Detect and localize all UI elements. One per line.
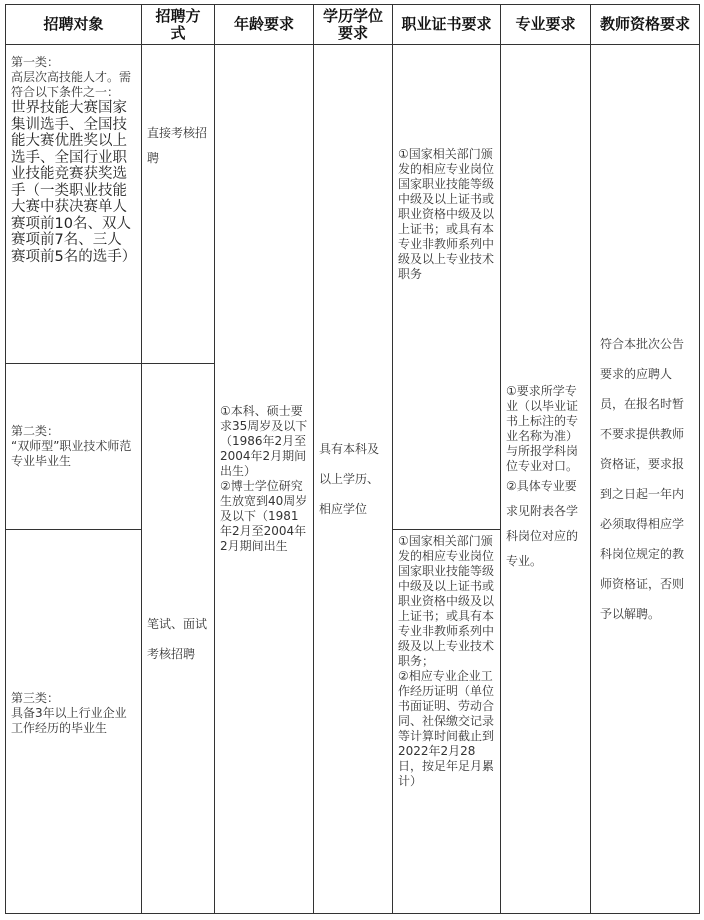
cell-education <box>314 45 393 914</box>
target-1-intro: 第一类： <box>11 55 60 69</box>
age-requirement-1: ①本科、硕士要求35周岁及以下（1986年2月至2004年2月期间出生） <box>220 404 308 478</box>
method-direct: 直接考核招聘 <box>147 126 208 165</box>
cell-method-exam <box>142 364 215 914</box>
major-requirement-2: ②具体专业要求见附表各学科岗位对应的专业。 <box>506 479 579 568</box>
age-requirement-2: ②博士学位研究生放宽到40周岁及以下（1981年2月至2004年2月期间出生 <box>220 479 308 553</box>
teacher-qualification-requirement: 符合本批次公告要求的应聘人员，在报名时暂不要求提供教师资格证，要求报到之日起一年内必须取得相应学科岗位规定的教师资格证，否则予以解聘。 <box>600 337 685 621</box>
certificate-requirement-3a: ①国家相关部门颁发的相应专业岗位国家职业技能等级中级及以上证书或职业资格中级及以上证书；或具有本专业非教师系列中级及以上专业技术职务； <box>398 534 495 668</box>
cell-target-2 <box>6 364 142 530</box>
header-age: 年龄要求 <box>215 5 314 45</box>
cell-method-direct <box>142 45 215 364</box>
certificate-requirement-1: ①国家相关部门颁发的相应专业岗位国家职业技能等级中级及以上证书或职业资格中级及以上证书；或具有本专业非教师系列中级及以上专业技术职务 <box>398 146 495 281</box>
row-category-1 <box>6 45 700 364</box>
cell-age <box>215 45 314 914</box>
recruitment-table <box>5 4 700 914</box>
header-teacher-qualification: 教师资格要求 <box>591 5 700 45</box>
education-requirement: 具有本科及以上学历、相应学位 <box>319 442 380 516</box>
header-major: 专业要求 <box>501 5 591 45</box>
major-requirement-1: ①要求所学专业（以毕业证书上标注的专业名称为准）与所报学科岗位专业对口。 <box>506 384 579 473</box>
header-target: 招聘对象 <box>6 5 142 45</box>
header-education: 学历学位要求 <box>314 5 393 45</box>
target-1-desc: 高层次高技能人才。需符合以下条件之一： <box>11 70 132 99</box>
target-3-intro: 第三类： <box>11 691 60 705</box>
target-2-intro: 第二类： <box>11 424 60 438</box>
header-row <box>6 5 700 45</box>
header-method: 招聘方式 <box>142 5 215 45</box>
certificate-requirement-3b: ②相应专业企业工作经历证明（单位书面证明、劳动合同、社保缴交记录等计算时间截止到2022年2月28日，按足年足月累计） <box>398 669 495 788</box>
cell-target-1 <box>6 45 142 364</box>
target-1-conditions: 世界技能大赛国家集训选手、全国技能大赛优胜奖以上选手、全国行业职业技能竞赛获奖选手（一类职业技能大赛中获决赛单人赛项前10名、双人赛项前7名、三人赛项前5名的选手） <box>11 100 137 265</box>
cell-target-3 <box>6 530 142 914</box>
cell-major <box>501 45 591 914</box>
target-2-desc: “双师型”职业技术师范专业毕业生 <box>11 439 132 468</box>
header-certificate: 职业证书要求 <box>393 5 501 45</box>
cell-certificate-3 <box>393 530 501 914</box>
cell-teacher-qualification <box>591 45 700 914</box>
method-exam: 笔试、面试考核招聘 <box>147 616 208 661</box>
cell-certificate-1 <box>393 45 501 530</box>
target-3-desc: 具备3年以上行业企业工作经历的毕业生 <box>11 706 127 735</box>
